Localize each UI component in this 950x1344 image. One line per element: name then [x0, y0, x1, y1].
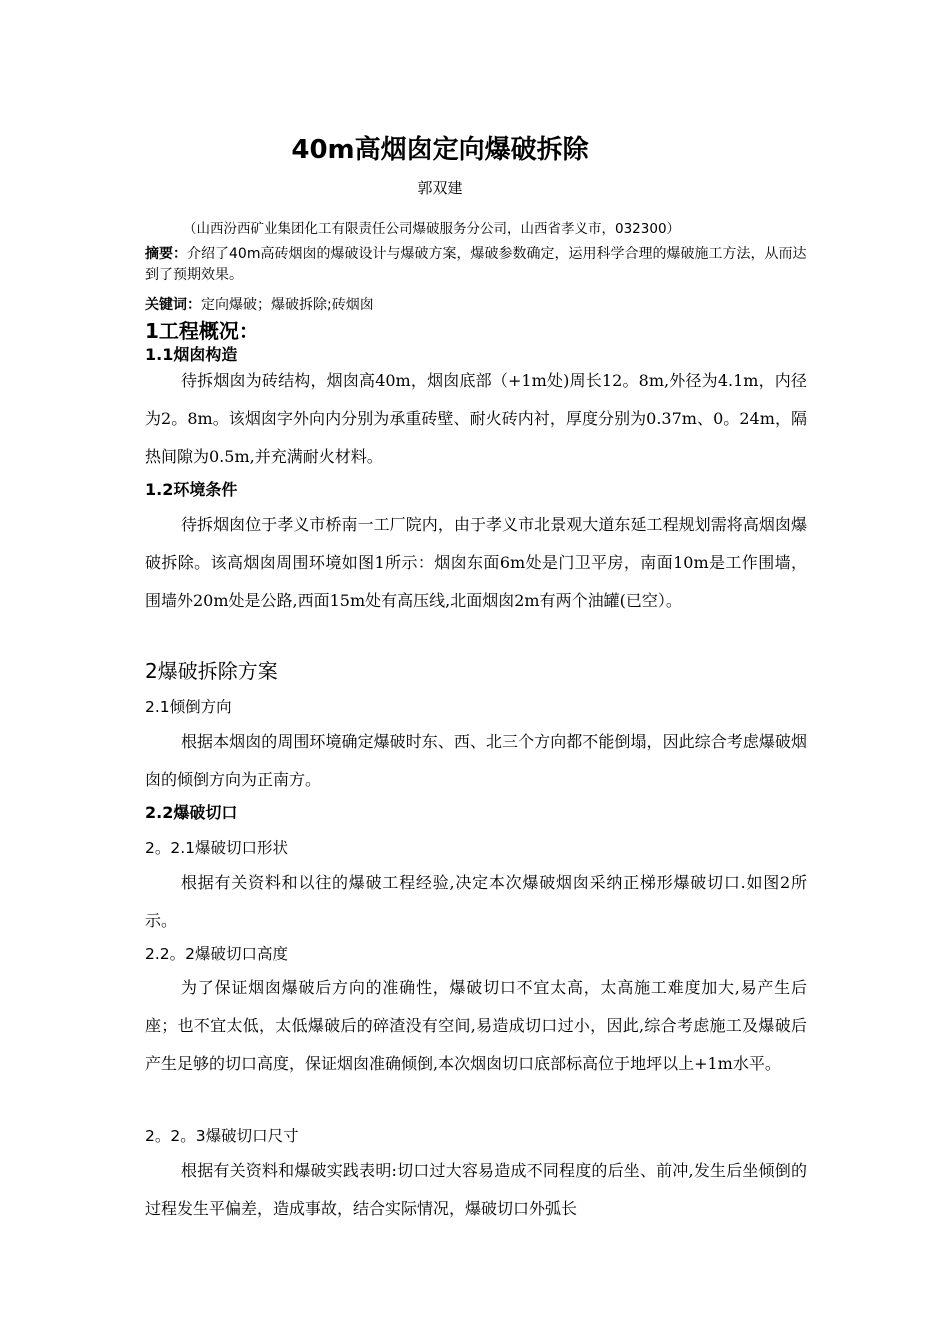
abstract-text: 介绍了40m高砖烟囱的爆破设计与爆破方案，爆破参数确定，运用科学合理的爆破施工方法，从而达到了预期效果。: [145, 246, 807, 283]
paragraph-2-1: 根据本烟囱的周围环境确定爆破时东、西、北三个方向都不能倒塌，因此综合考虑爆破烟囱的倾倒方向为正南方。: [145, 732, 807, 789]
subsection-heading-2-1: 2.1倾倒方向: [145, 698, 232, 716]
subsection-heading-2-2: 2.2爆破切口: [145, 803, 238, 822]
subsection-heading-1-2: 1.2环境条件: [145, 480, 238, 499]
author-affiliation: （山西汾西矿业集团化工有限责任公司爆破服务分公司，山西省孝义市，032300）: [183, 221, 681, 237]
section-heading-2: 2爆破拆除方案: [145, 659, 278, 683]
document-title: 40m高烟囱定向爆破拆除: [291, 135, 589, 165]
subsection-heading-2-2-3: 2。2。3爆破切口尺寸: [145, 1127, 299, 1145]
paragraph-2-2-1: 根据有关资料和以往的爆破工程经验,决定本次爆破烟囱采纳正梯形爆破切口.如图2所示。: [145, 873, 807, 930]
paragraph-2-2-3: 根据有关资料和爆破实践表明:切口过大容易造成不同程度的后坐、前冲,发生后坐倾倒的过程发生平偏差，造成事故，结合实际情况，爆破切口外弧长: [145, 1161, 807, 1218]
keywords-label: 关键词：: [145, 297, 201, 313]
paragraph-1-1: 待拆烟囱为砖结构，烟囱高40m，烟囱底部（+1m处)周长12。8m,外径为4.1m，内径为2。8m。该烟囱字外向内分别为承重砖壁、耐火砖内衬，厚度分别为0.37m、0。24m，隔热间隙为0.5m,并充满耐火材料。: [145, 371, 807, 466]
paragraph-1-2: 待拆烟囱位于孝义市桥南一工厂院内，由于孝义市北景观大道东延工程规划需将高烟囱爆破拆除。该高烟囱周围环境如图1所示：烟囱东面6m处是门卫平房，南面10m是工作围墙，围墙外20m处是公路,西面15m处有高压线,北面烟囱2m有两个油罐(已空）。: [145, 515, 807, 610]
subsection-heading-2-2-2: 2.2。2爆破切口高度: [145, 945, 289, 963]
subsection-heading-2-2-1: 2。2.1爆破切口形状: [145, 839, 289, 857]
keywords-text: 定向爆破；爆破拆除;砖烟囱: [201, 297, 374, 313]
subsection-heading-1-1: 1.1烟囱构造: [145, 345, 238, 364]
section-heading-1: 1工程概况：: [145, 319, 259, 343]
abstract: [145, 244, 810, 286]
author-name: 郭双建: [417, 179, 463, 197]
paragraph-2-2-2: 为了保证烟囱爆破后方向的准确性，爆破切口不宜太高，太高施工难度加大,易产生后座；也不宜太低，太低爆破后的碎渣没有空间,易造成切口过小，因此,综合考虑施工及爆破后产生足够的切口高度，保证烟囱准确倾倒,本次烟囱切口底部标高位于地坪以上+1m水平。: [145, 978, 807, 1073]
keywords: [145, 295, 810, 316]
abstract-label: 摘要：: [145, 246, 187, 262]
